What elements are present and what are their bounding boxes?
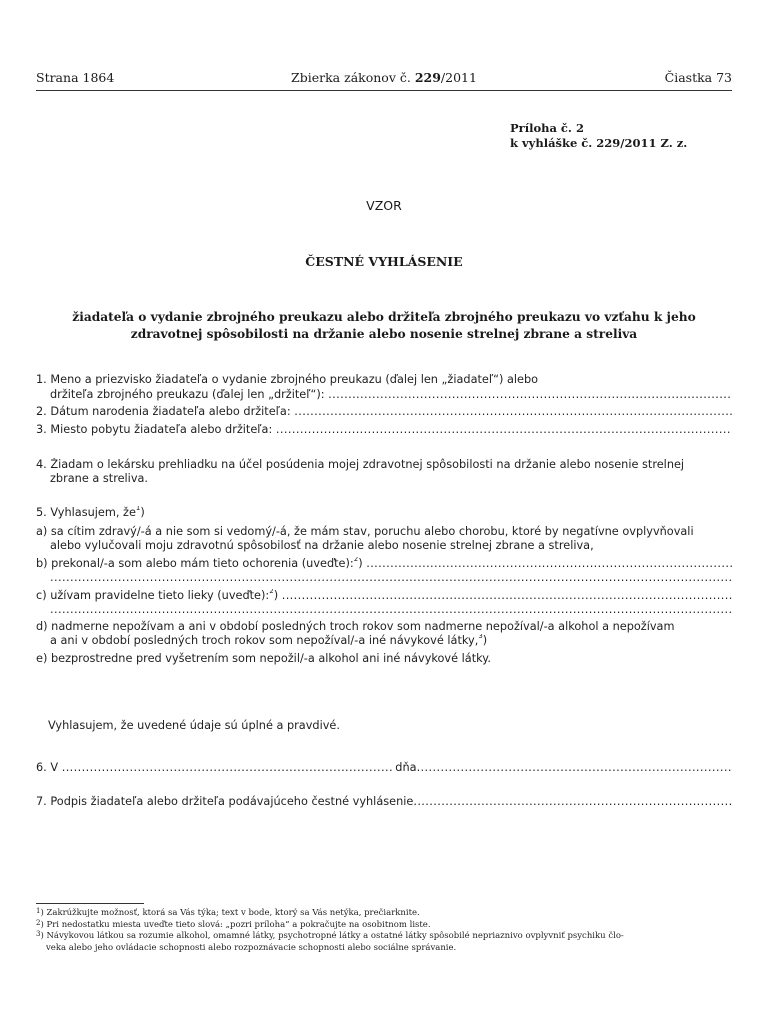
item-3-residence-field[interactable]: 3. Miesto pobytu žiadateľa alebo držiteľa: ..... <box>36 423 732 439</box>
item-1-name-field[interactable]: držiteľa zbrojného preukazu (ďalej len „držiteľ“): ..... <box>50 388 732 404</box>
item-6-place-date-field[interactable]: 6. V ..... dňa ..... <box>36 761 732 777</box>
footnote-3: $^3$) Návykovou látkou sa rozumie alkohol, omamné látky, psychotropné látky a ostatné látky spôsobilé nepriaznivo ovplyvniť psychiku člo- <box>36 930 624 941</box>
document-title: ČESTNÉ VYHLÁSENIE <box>305 254 463 269</box>
dotted-fill-line <box>50 571 732 584</box>
footnote-divider <box>36 903 144 904</box>
option-d-cont: a ani v období posledných troch rokov som nepožíval/-a iné návykové látky,$^3$) <box>50 634 488 647</box>
item-2-birthdate-field[interactable]: 2. Dátum narodenia žiadateľa alebo držiteľa: ..... <box>36 405 732 421</box>
footnote-3-cont: veka alebo jeho ovládacie schopnosti alebo rozpoznávacie schopnosti alebo sociálne správanie. <box>46 942 457 953</box>
item-4-text: 4. Žiadam o lekársku prehliadku na účel posúdenia mojej zdravotnej spôsobilosti na držanie alebo nosenie strelnej <box>36 458 685 471</box>
option-c-medication-field[interactable]: c) užívam pravidelne tieto lieky (uveďte):$^2$) ..... <box>36 589 732 605</box>
issue-number: Čiastka 73 <box>664 70 732 85</box>
annex-reference: Príloha č. 2 k vyhláške č. 229/2011 Z. z. <box>510 121 688 150</box>
page-number: Strana 1864 <box>36 70 115 85</box>
footnotes <box>36 908 736 954</box>
collection-title: Zbierka zákonov č. 229/2011 <box>291 70 477 85</box>
dotted-fill-line <box>294 405 732 421</box>
footnote-2: $^2$) Pri nedostatku miesta uveďte tieto slová: „pozri príloha“ a pokračujte na osobitnom liste. <box>36 918 431 930</box>
option-d[interactable]: d) nadmerne nepožívam a ani v období posledných troch rokov som nadmerne nepožíval/-a alkohol a nepožívam <box>36 620 675 633</box>
footnote-1: $^1$) Zakrúžkujte možnosť, ktorá sa Vás týka; text v bode, ktorý sa Vás netýka, prečiarknite. <box>36 907 420 918</box>
template-label: VZOR <box>366 198 402 213</box>
date-dotted-line <box>417 761 732 777</box>
item-7-signature-field[interactable]: 7. Podpis žiadateľa alebo držiteľa podávajúceho čestné vyhlásenie ..... <box>36 795 732 811</box>
option-b-extra-line[interactable] <box>50 571 732 587</box>
page-header <box>36 70 732 88</box>
place-dotted-line <box>62 761 392 777</box>
item-4-text-cont: zbrane a streliva. <box>50 472 149 485</box>
dotted-fill-line <box>50 603 732 616</box>
dotted-fill-line <box>328 388 732 404</box>
declaration-text: Vyhlasujem, že uvedené údaje sú úplné a pravdivé. <box>48 719 340 732</box>
document-subtitle: žiadateľa o vydanie zbrojného preukazu alebo držiteľa zbrojného preukazu vo vzťahu k jeho zdravotnej spôsobilosti na držanie alebo nosenie strelnej zbrane a streliva <box>72 310 696 341</box>
item-5-heading: 5. Vyhlasujem, $že^1$) <box>36 506 145 519</box>
option-a[interactable]: a) sa cítim zdravý/-á a nie som si vedomý/-á, že mám stav, poruchu alebo chorobu, ktoré by negatívne ovplyvňovali <box>36 525 694 538</box>
option-a-cont: alebo vylučovali moju zdravotnú spôsobilosť na držanie alebo nosenie strelnej zbrane a streliva, <box>50 539 594 552</box>
option-e[interactable]: e) bezprostredne pred vyšetrením som nepožil/-a alkohol ani iné návykové látky. <box>36 652 491 665</box>
option-c-extra-line[interactable] <box>50 603 732 619</box>
item-1-label: 1. Meno a priezvisko žiadateľa o vydanie zbrojného preukazu (ďalej len „žiadateľ“) alebo <box>36 373 539 386</box>
option-b-illnesses-field[interactable]: b) prekonal/-a som alebo mám tieto ochorenia (uveďte):$^2$) ..... <box>36 557 732 573</box>
signature-dotted-line <box>413 795 732 811</box>
dotted-fill-line <box>276 423 732 439</box>
header-divider <box>36 90 732 91</box>
